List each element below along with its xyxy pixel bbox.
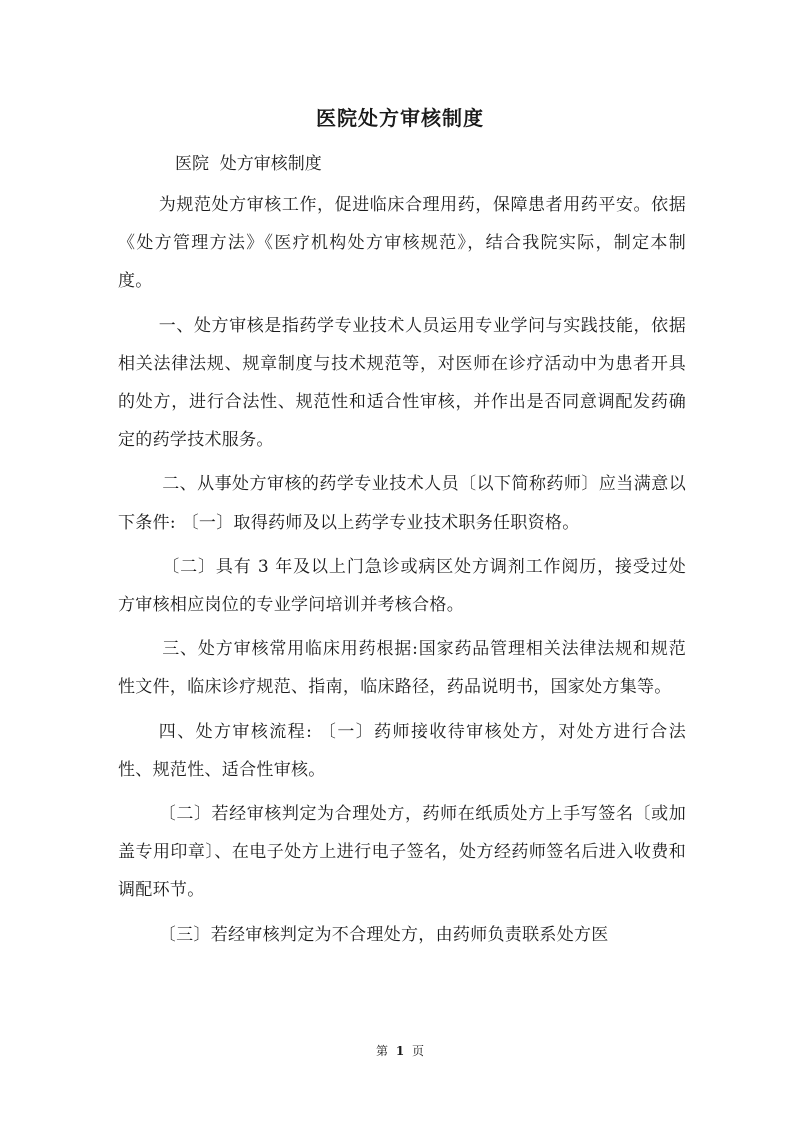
document-body [118,186,686,960]
paragraph-section-1: 一、处方审核是指药学专业技术人员运用专业学问与实践技能，依据相关法律法规、规章制度与技术规范等，对医师在诊疗活动中为患者开具的处方，进行合法性、规范性和适合性审核，并作出是否同意调配发药确定的药学技术服务。 [118,315,686,451]
document-subtitle: 医院 处方审核制度 [175,154,322,174]
paragraph-section-3: 三、处方审核常用临床用药根据:国家药品管理相关法律法规和规范性文件，临床诊疗规范、指南，临床路径，药品说明书，国家处方集等。 [118,639,686,698]
page-title: 医院处方审核制度 [316,106,484,130]
paragraph-section-4: 四、处方审核流程: 〔一〕药师接收待审核处方，对处方进行合法性、规范性、适合性审核。 [118,721,686,780]
page-footer [0,1042,800,1059]
paragraph-section-2-item-2: 〔二〕具有 3 年及以上门急诊或病区处方调剂工作阅历，接受过处方审核相应岗位的专业学问培训并考核合格。 [118,556,686,616]
paragraph-intro: 为规范处方审核工作，促进临床合理用药，保障患者用药平安。依据《处方管理方法》《医疗机构处方审核规范》，结合我院实际，制定本制度。 [118,195,686,292]
paragraph-section-4-item-2: 〔二〕若经审核判定为合理处方，药师在纸质处方上手写签名〔或加盖专用印章〕、在电子处方上进行电子签名，处方经药师签名后进入收费和调配环节。 [118,804,686,901]
paragraph-section-4-item-3: 〔三〕若经审核判定为不合理处方，由药师负责联系处方医 [158,924,609,945]
footer-suffix: 页 [412,1044,425,1058]
paragraph-section-2: 二、从事处方审核的药学专业技术人员〔以下简称药师〕应当满意以下条件: 〔一〕取得药师及以上药学专业技术职务任职资格。 [118,474,686,533]
page-number: 1 [395,1044,405,1058]
footer-prefix: 第 [375,1044,388,1058]
